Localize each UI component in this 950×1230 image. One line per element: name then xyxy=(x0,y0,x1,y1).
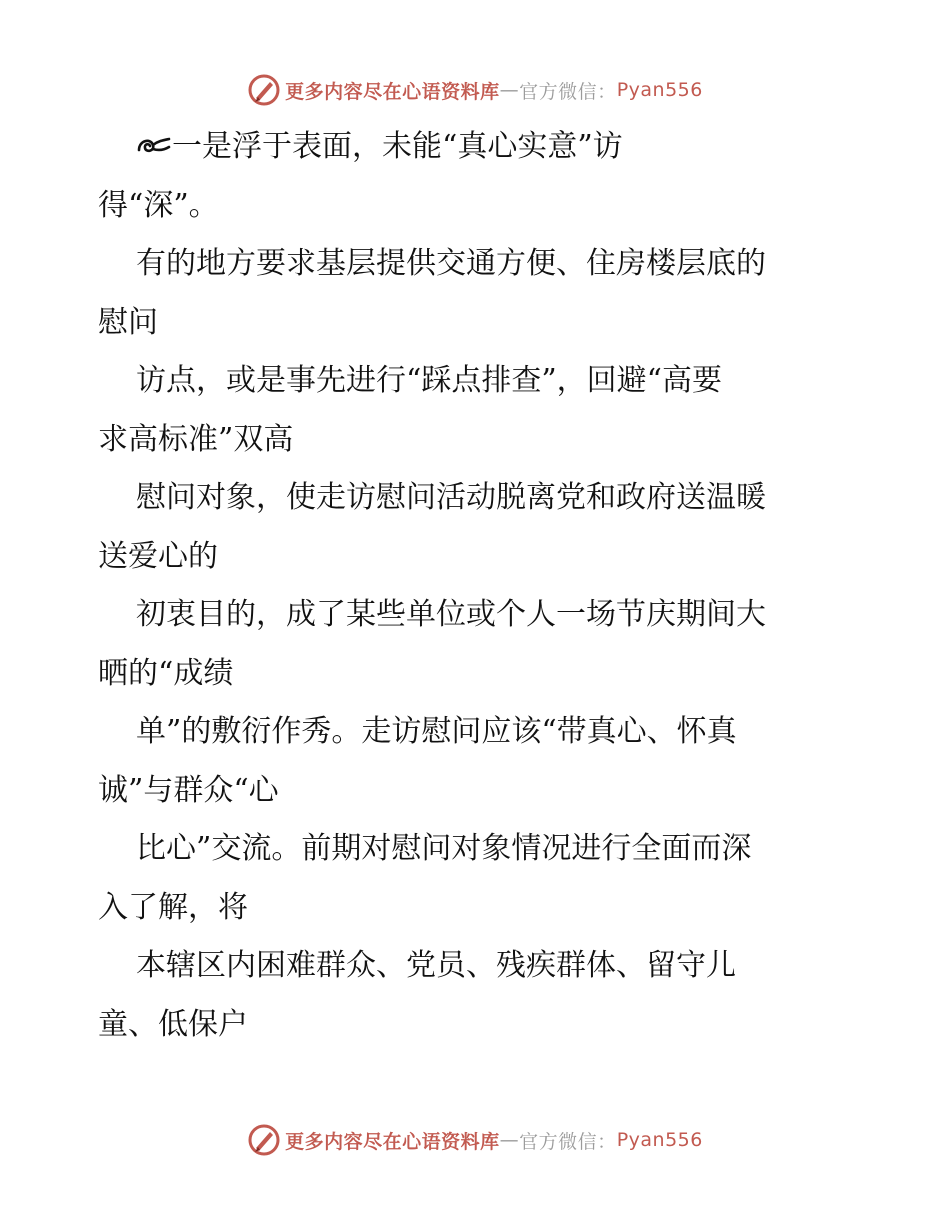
wechat-label: 官方微信： xyxy=(519,1130,617,1153)
paragraph-line: 诚”与群众“心 xyxy=(98,772,279,808)
document-body xyxy=(98,118,854,1054)
footer-watermark xyxy=(0,1120,950,1160)
paragraph-line: 入了解，将 xyxy=(98,889,248,925)
paragraph-line: 本辖区内困难群众、党员、残疾群体、留守儿 xyxy=(136,948,736,983)
paragraph-line: 一是浮于表面，未能“真心实意”访 xyxy=(98,118,854,177)
wechat-id: Pyan556 xyxy=(616,79,703,101)
pen-seal-icon xyxy=(247,73,281,107)
paragraph-line: 求高标准”双高 xyxy=(98,421,294,457)
paragraph-line: 访点，或是事先进行“踩点排查”，回避“高要 xyxy=(136,363,723,398)
paragraph-line: 有的地方要求基层提供交通方便、住房楼层底的 xyxy=(136,246,766,281)
brand-text: 更多内容尽在心语资料库 xyxy=(285,80,500,103)
paragraph-line: 比心”交流。前期对慰问对象情况进行全面而深 xyxy=(136,831,752,866)
paragraph-line: 慰问 xyxy=(98,304,158,340)
pen-seal-icon xyxy=(247,1123,281,1157)
paragraph-line: 童、低保户 xyxy=(98,1006,248,1042)
brand-text: 更多内容尽在心语资料库 xyxy=(285,1130,500,1153)
swirl-bullet-icon xyxy=(136,134,172,158)
paragraph-line: 送爱心的 xyxy=(98,538,218,574)
paragraph-line: 单”的敷衍作秀。走访慰问应该“带真心、怀真 xyxy=(136,714,737,749)
paragraph-line: 初衷目的，成了某些单位或个人一场节庆期间大 xyxy=(136,597,766,632)
banner-dash: — xyxy=(499,79,520,101)
paragraph-line: 晒的“成绩 xyxy=(98,655,234,691)
wechat-label: 官方微信： xyxy=(519,80,617,103)
banner-dash: — xyxy=(499,1129,520,1151)
header-watermark xyxy=(0,70,950,110)
paragraph-line: 慰问对象，使走访慰问活动脱离党和政府送温暖 xyxy=(136,480,766,515)
wechat-id: Pyan556 xyxy=(616,1129,703,1151)
paragraph-line: 得“深”。 xyxy=(98,187,219,223)
